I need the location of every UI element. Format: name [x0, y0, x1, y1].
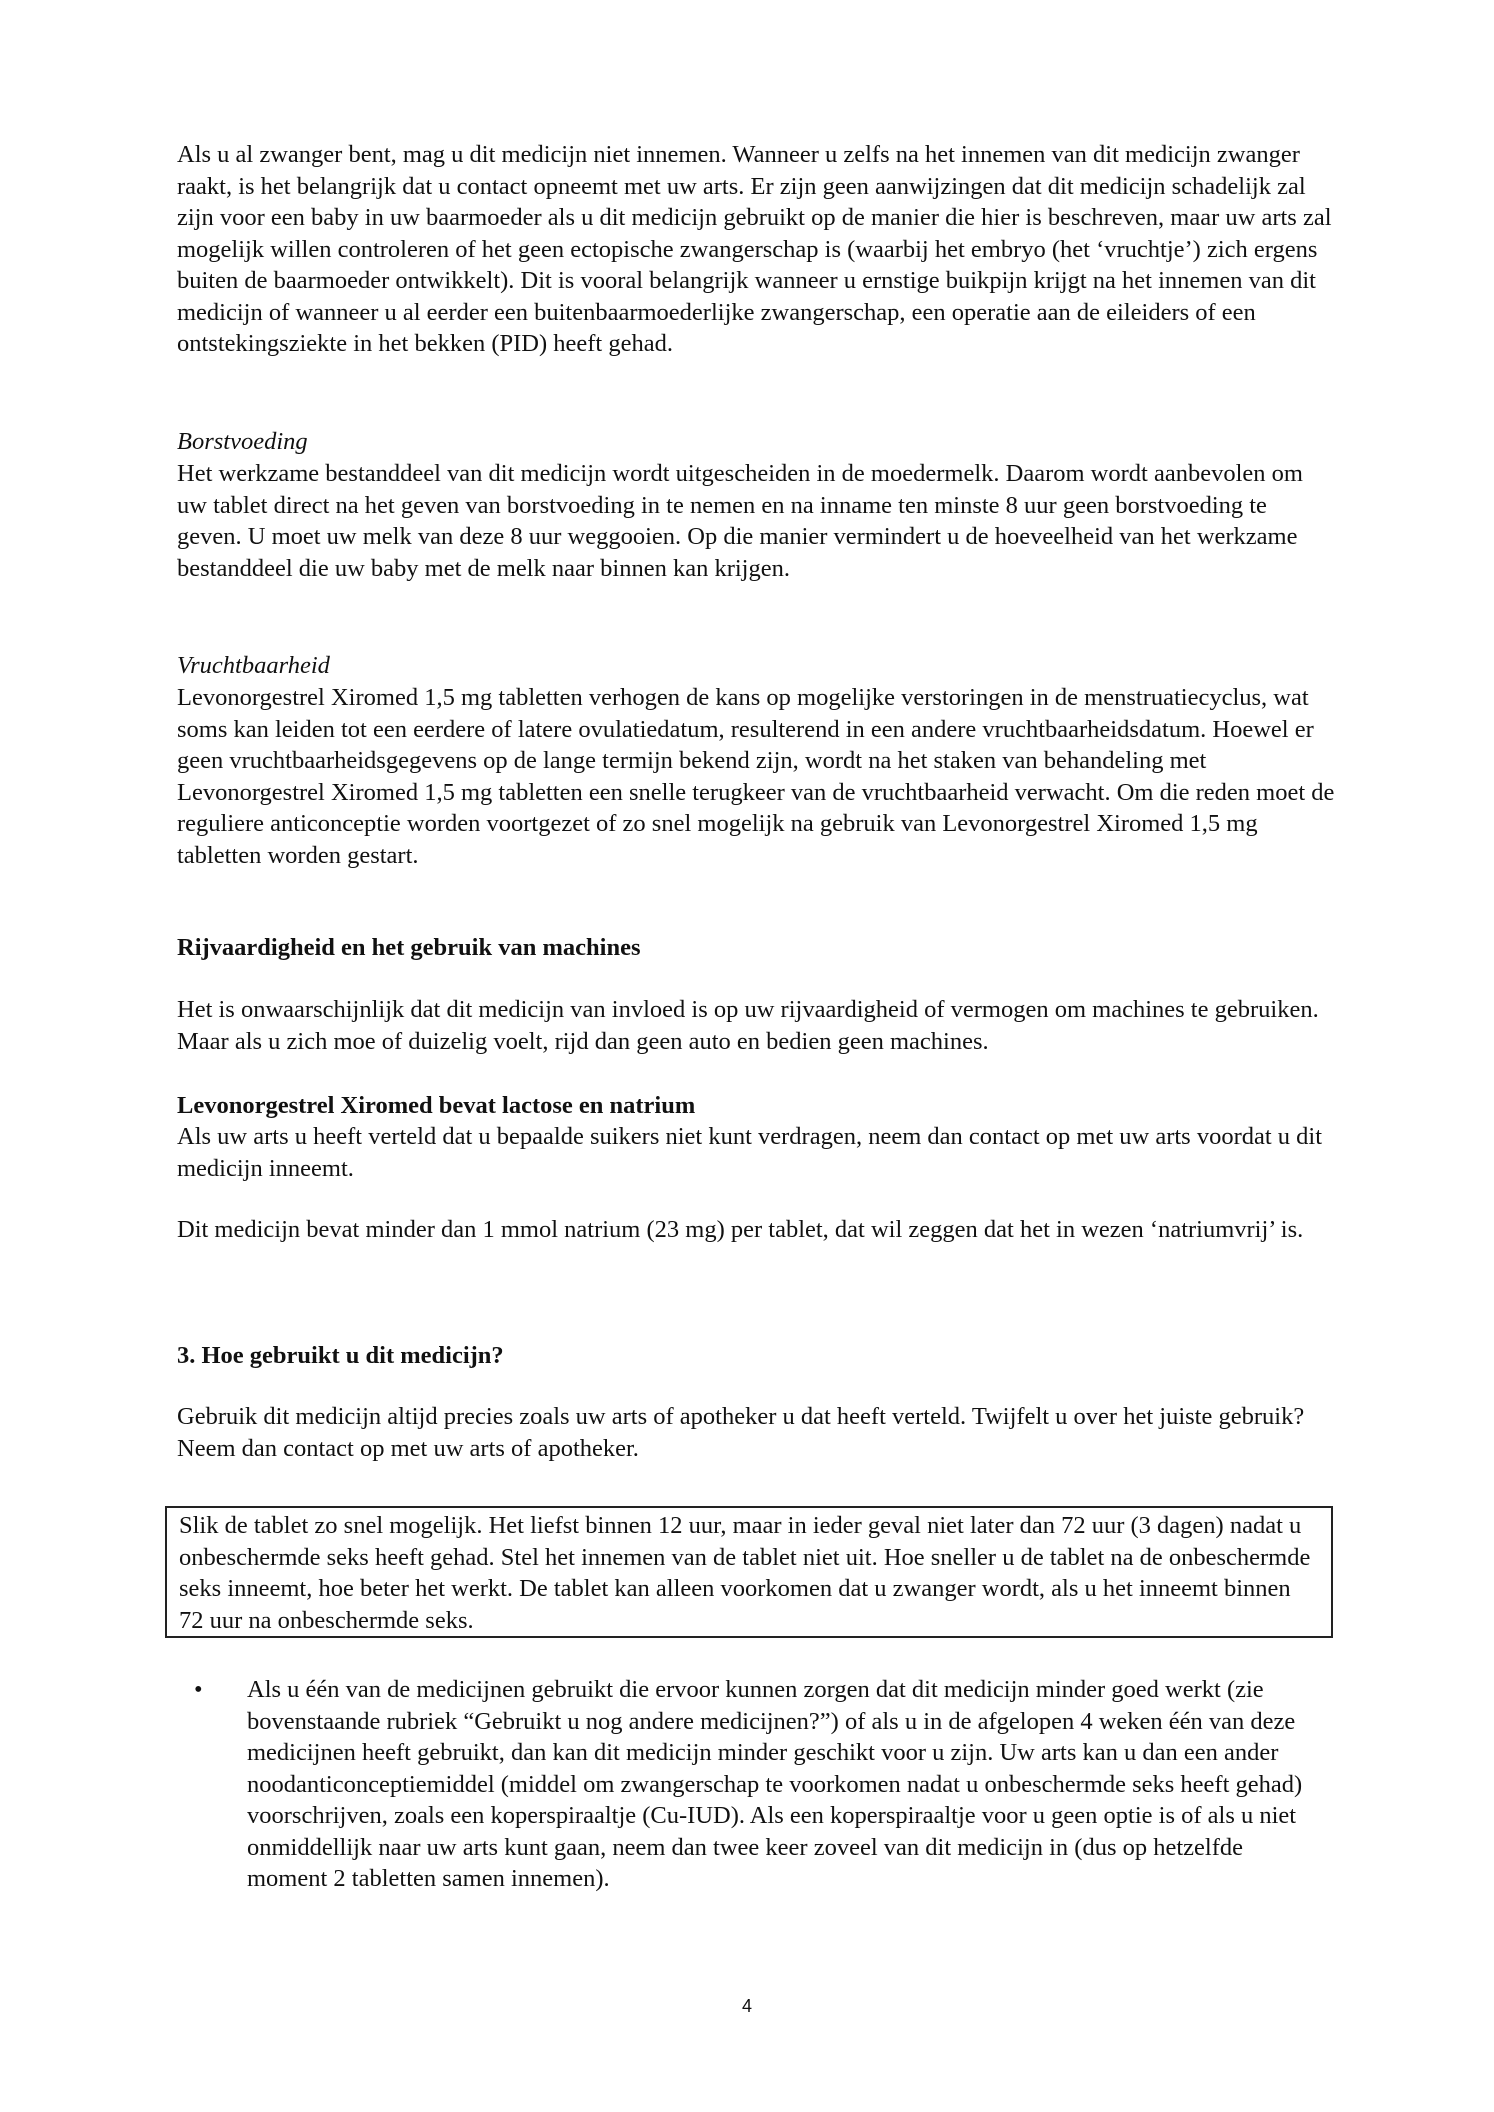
bullet-text: Als u één van de medicijnen gebruikt die ervoor kunnen zorgen dat dit medicijn minder goed werkt (zie bovenstaande rubriek “Gebruikt u nog andere medicijnen?”) of als u in de afgelopen 4 weken één van deze medicijnen heeft gebruikt, dan kan dit medicijn minder geschikt voor u zijn. Uw arts kan u dan een ander noodanticonceptiemiddel (middel om zwangerschap te voorkomen nadat u onbeschermde seks heeft gehad) voorschrijven, zoals een koperspiraaltje (Cu-IUD). Als een koperspiraaltje voor u geen optie is of als u niet onmiddellijk naar uw arts kunt gaan, neem dan twee keer zoveel van dit medicijn in (dus op hetzelfde moment 2 tabletten samen innemen).	[247, 1676, 1303, 1892]
breastfeeding-paragraph: Het werkzame bestanddeel van dit medicijn wordt uitgescheiden in de moedermelk. Daarom wordt aanbevolen om uw tablet direct na het geven van borstvoeding in te nemen en na inname ten minste 8 uur geen borstvoeding te geven. U moet uw melk van deze 8 uur weggooien. Op die manier vermindert u de hoeveelheid van het werkzame bestanddeel die uw baby met de melk naar binnen kan krijgen.	[177, 460, 1303, 582]
section3-heading: 3. Hoe gebruikt u dit medicijn?	[177, 1342, 504, 1369]
lactose-paragraph: Als uw arts u heeft verteld dat u bepaalde suikers niet kunt verdragen, neem dan contact op met uw arts voordat u dit medicijn inneemt.	[177, 1123, 1323, 1182]
fertility-paragraph: Levonorgestrel Xiromed 1,5 mg tabletten verhogen de kans op mogelijke verstoringen in de menstruatiecyclus, wat soms kan leiden tot een eerdere of latere ovulatiedatum, resulterend in een andere vruchtbaarheidsdatum. Hoewel er geen vruchtbaarheidsgegevens op de lange termijn bekend zijn, wordt na het staken van behandeling met Levonorgestrel Xiromed 1,5 mg tabletten een snelle terugkeer van de vruchtbaarheid verwacht. Om die reden moet de reguliere anticonceptie worden voortgezet of zo snel mogelijk na gebruik van Levonorgestrel Xiromed 1,5 mg tabletten worden gestart.	[177, 684, 1335, 869]
breastfeeding-heading: Borstvoeding	[177, 428, 308, 455]
dosage-instruction-box	[165, 1506, 1333, 1638]
sodium-paragraph: Dit medicijn bevat minder dan 1 mmol natrium (23 mg) per tablet, dat wil zeggen dat het in wezen ‘natriumvrij’ is.	[177, 1216, 1304, 1243]
section3-intro: Gebruik dit medicijn altijd precies zoals uw arts of apotheker u dat heeft verteld. Twijfelt u over het juiste gebruik? Neem dan contact op met uw arts of apotheker.	[177, 1403, 1305, 1462]
driving-paragraph: Het is onwaarschijnlijk dat dit medicijn van invloed is op uw rijvaardigheid of vermogen om machines te gebruiken. Maar als u zich moe of duizelig voelt, rijd dan geen auto en bedien geen machines.	[177, 996, 1319, 1055]
dosage-instruction-text: Slik de tablet zo snel mogelijk. Het liefst binnen 12 uur, maar in ieder geval niet later dan 72 uur (3 dagen) nadat u onbeschermde seks heeft gehad. Stel het innemen van de tablet niet uit. Hoe sneller u de tablet na de onbeschermde seks inneemt, hoe beter het werkt. De tablet kan alleen voorkomen dat u zwanger wordt, als u het inneemt binnen 72 uur na onbeschermde seks.	[179, 1512, 1311, 1634]
page-number: 4	[741, 1996, 752, 2016]
driving-heading: Rijvaardigheid en het gebruik van machines	[177, 934, 641, 961]
pregnancy-paragraph: Als u al zwanger bent, mag u dit medicijn niet innemen. Wanneer u zelfs na het innemen van dit medicijn zwanger raakt, is het belangrijk dat u contact opneemt met uw arts. Er zijn geen aanwijzingen dat dit medicijn schadelijk zal zijn voor een baby in uw baarmoeder als u dit medicijn gebruikt op de manier die hier is beschreven, maar uw arts zal mogelijk willen controleren of het geen ectopische zwangerschap is (waarbij het embryo (het ‘vruchtje’) zich ergens buiten de baarmoeder ontwikkelt). Dit is vooral belangrijk wanneer u ernstige buikpijn krijgt na het innemen van dit medicijn of wanneer u al eerder een buitenbaarmoederlijke zwangerschap, een operatie aan de eileiders of een ontstekingsziekte in het bekken (PID) heeft gehad.	[177, 141, 1332, 357]
lactose-heading: Levonorgestrel Xiromed bevat lactose en natrium	[177, 1092, 696, 1119]
fertility-heading: Vruchtbaarheid	[177, 652, 330, 679]
bullet-icon: •	[194, 1676, 203, 1703]
